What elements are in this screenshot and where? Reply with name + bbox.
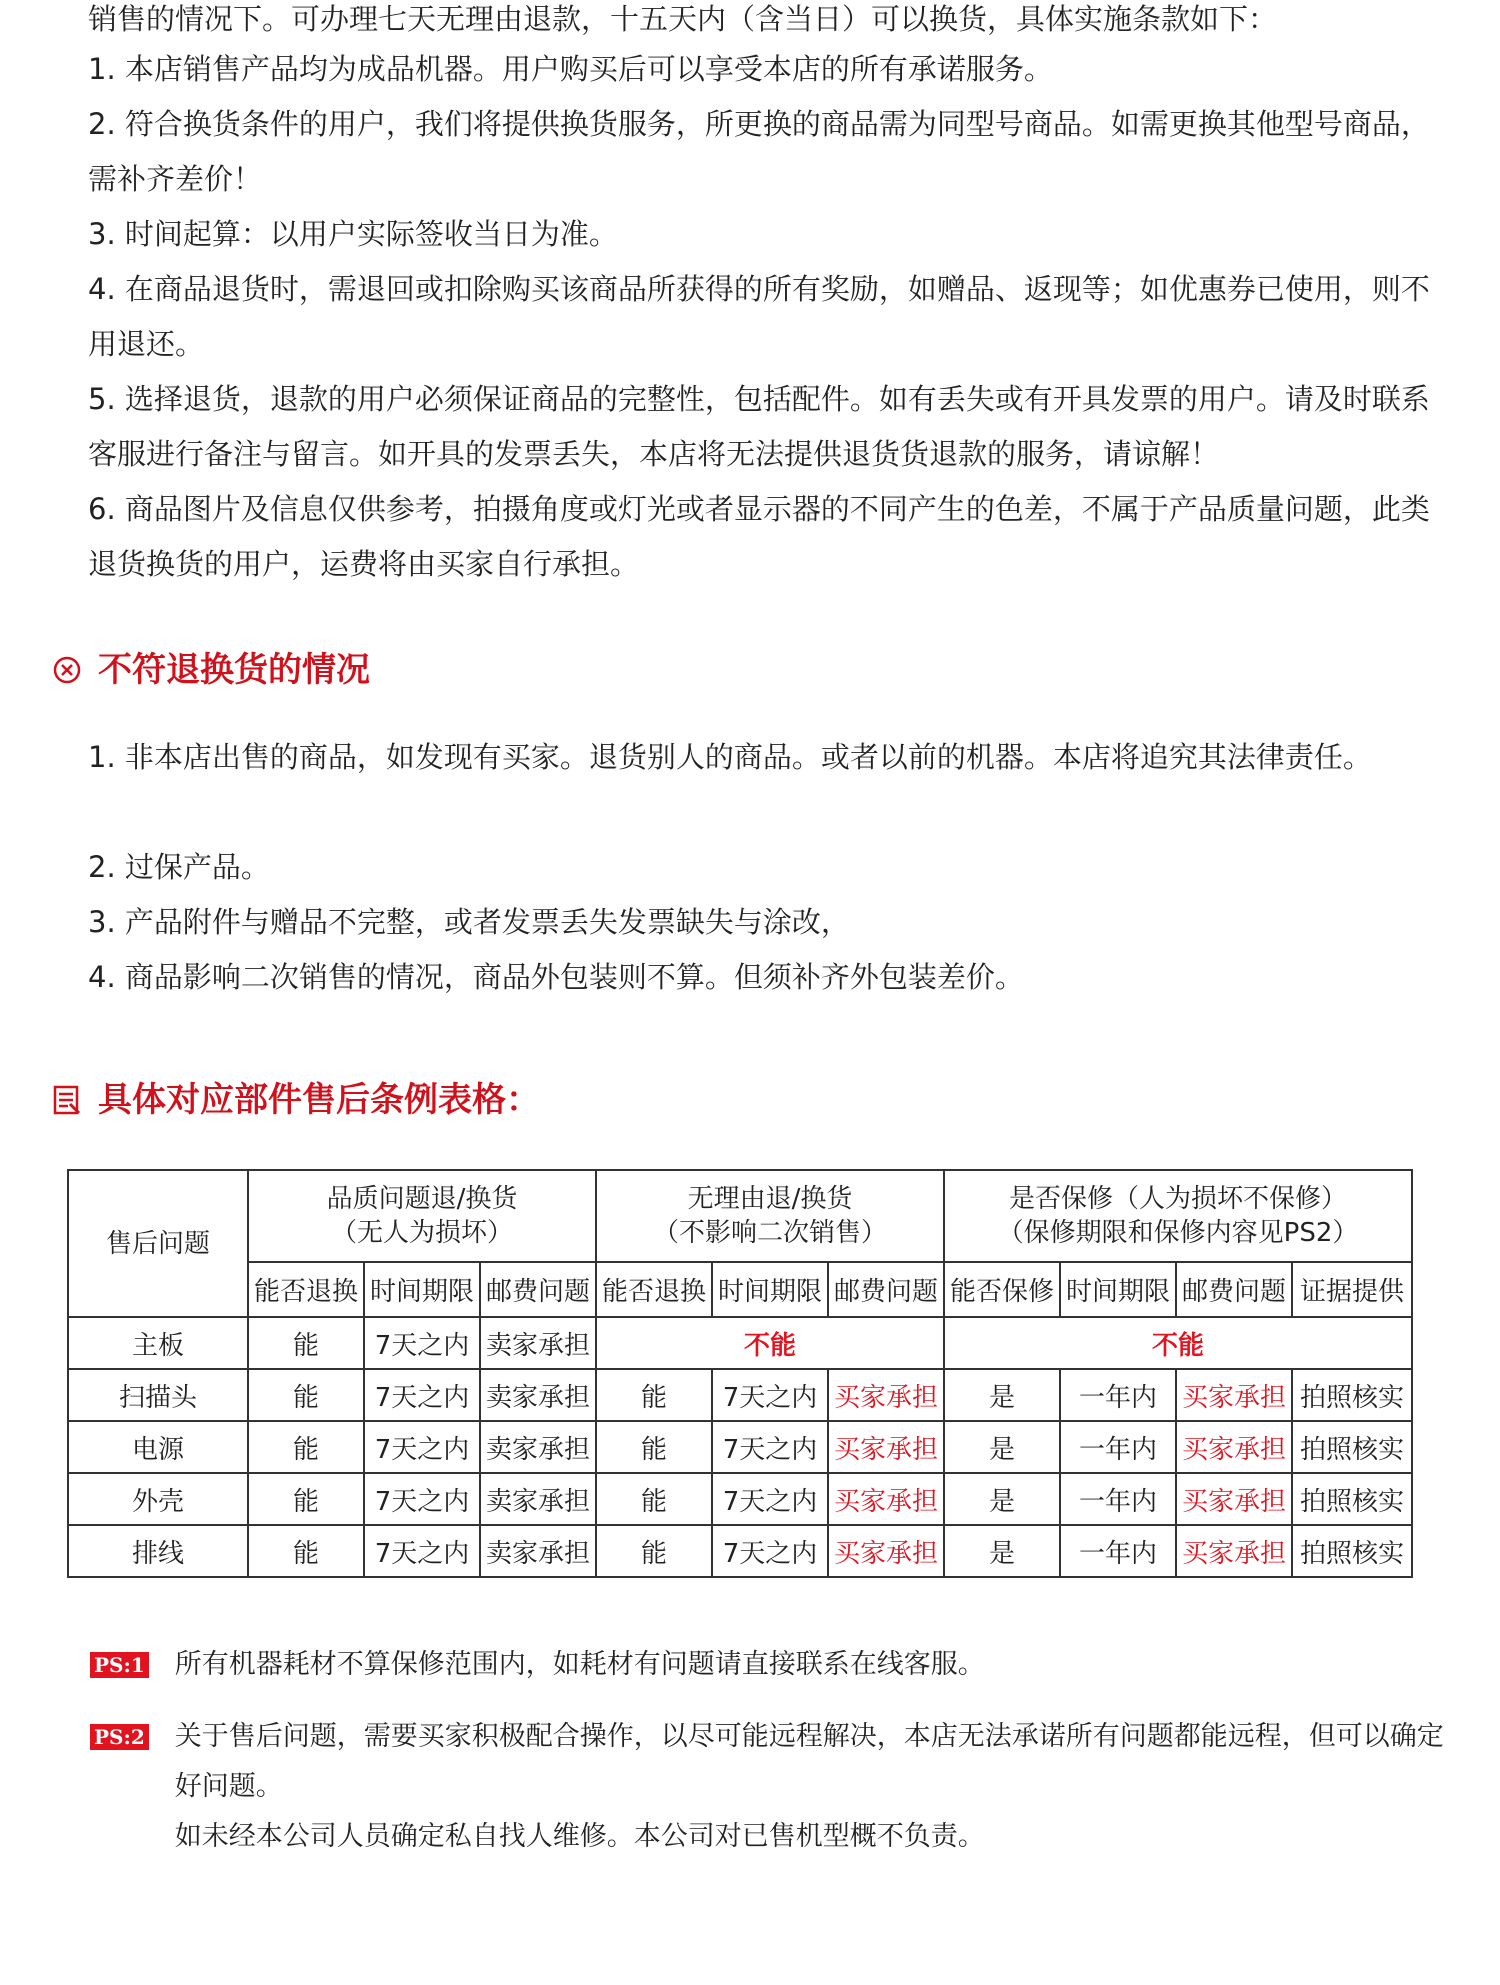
not-eligible-item-1: 1. 非本店出售的商品，如发现有买家。退货别人的商品。或者以前的机器。本店将追究其法律责任。 — [88, 740, 1372, 774]
table-cell: 7天之内 — [364, 1317, 480, 1369]
table-cell: 买家承担 — [828, 1369, 944, 1421]
section-not-eligible-heading — [50, 650, 370, 690]
intro-item-6: 6. 商品图片及信息仅供参考，拍摄角度或灯光或者显示器的不同产生的色差，不属于产品质量问题，此类退货换货的用户，运费将由买家自行承担。 — [88, 492, 1430, 581]
header-after-sales-issue: 售后问题 — [68, 1170, 248, 1317]
table-cell: 一年内 — [1060, 1369, 1176, 1421]
table-cell: 能 — [596, 1421, 712, 1473]
warranty-not-allowed: 不能 — [944, 1317, 1412, 1369]
ps1-badge: PS:1 — [90, 1652, 149, 1678]
table-cell: 能 — [248, 1421, 364, 1473]
table-cell: 能 — [596, 1525, 712, 1577]
table-cell: 能 — [248, 1369, 364, 1421]
table-cell: 买家承担 — [1176, 1525, 1292, 1577]
part-name: 扫描头 — [68, 1369, 248, 1421]
header-group-warranty-line1: 是否保修（人为损坏不保修） — [1009, 1184, 1348, 1214]
subheader-cell: 证据提供 — [1292, 1262, 1412, 1317]
intro-item-2: 2. 符合换货条件的用户，我们将提供换货服务，所更换的商品需为同型号商品。如需更换其他型号商品，需补齐差价！ — [88, 107, 1430, 196]
circle-x-icon — [50, 653, 84, 687]
table-row — [68, 1369, 1412, 1421]
table-row — [68, 1317, 1412, 1369]
table-cell: 卖家承担 — [480, 1421, 596, 1473]
table-cell: 卖家承担 — [480, 1525, 596, 1577]
table-cell: 7天之内 — [364, 1369, 480, 1421]
table-cell: 卖家承担 — [480, 1317, 596, 1369]
subheader-cell: 时间期限 — [1060, 1262, 1176, 1317]
subheader-cell: 能否退换 — [596, 1262, 712, 1317]
table-cell: 7天之内 — [364, 1473, 480, 1525]
table-cell: 7天之内 — [712, 1369, 828, 1421]
intro-line: 销售的情况下。可办理七天无理由退款，十五天内（含当日）可以换货，具体实施条款如下： — [88, 2, 1278, 36]
table-cell: 卖家承担 — [480, 1473, 596, 1525]
ps1-note — [90, 1640, 1445, 1690]
table-cell: 买家承担 — [1176, 1369, 1292, 1421]
table-cell: 能 — [248, 1525, 364, 1577]
ps2-text — [175, 1712, 1445, 1862]
table-cell: 买家承担 — [1176, 1473, 1292, 1525]
table-cell: 是 — [944, 1369, 1060, 1421]
section-not-eligible-title: 不符退换货的情况 — [98, 650, 370, 690]
part-name: 电源 — [68, 1421, 248, 1473]
subheader-cell: 能否退换 — [248, 1262, 364, 1317]
table-doc-icon — [50, 1083, 84, 1117]
header-group-quality-line1: 品质问题退/换货 — [326, 1184, 518, 1214]
part-name: 排线 — [68, 1525, 248, 1577]
table-cell: 7天之内 — [712, 1421, 828, 1473]
part-name: 主板 — [68, 1317, 248, 1369]
table-cell: 拍照核实 — [1292, 1369, 1412, 1421]
table-cell: 卖家承担 — [480, 1369, 596, 1421]
header-group-quality — [248, 1170, 596, 1262]
subheader-cell: 邮费问题 — [480, 1262, 596, 1317]
table-cell: 一年内 — [1060, 1473, 1176, 1525]
table-cell: 7天之内 — [712, 1473, 828, 1525]
table-row — [68, 1421, 1412, 1473]
table-cell: 能 — [596, 1369, 712, 1421]
table-cell: 能 — [596, 1473, 712, 1525]
not-eligible-item-3: 3. 产品附件与赠品不完整，或者发票丢失发票缺失与涂改， — [88, 905, 850, 939]
header-group-warranty-line2: （保修期限和保修内容见PS2） — [997, 1218, 1359, 1248]
intro-item-1: 1. 本店销售产品均为成品机器。用户购买后可以享受本店的所有承诺服务。 — [88, 52, 1053, 86]
table-cell: 买家承担 — [828, 1421, 944, 1473]
table-cell: 是 — [944, 1473, 1060, 1525]
table-cell: 拍照核实 — [1292, 1473, 1412, 1525]
table-cell: 能 — [248, 1317, 364, 1369]
header-group-no-reason — [596, 1170, 944, 1262]
table-cell: 一年内 — [1060, 1421, 1176, 1473]
table-cell: 是 — [944, 1421, 1060, 1473]
part-name: 外壳 — [68, 1473, 248, 1525]
header-group-quality-line2: （无人为损坏） — [331, 1218, 514, 1248]
table-cell: 买家承担 — [828, 1525, 944, 1577]
table-cell: 一年内 — [1060, 1525, 1176, 1577]
intro-item-5: 5. 选择退货，退款的用户必须保证商品的完整性，包括配件。如有丢失或有开具发票的用户。请及时联系客服进行备注与留言。如开具的发票丢失，本店将无法提供退货货退款的服务，请谅解！ — [88, 382, 1430, 471]
section-table-title: 具体对应部件售后条例表格： — [98, 1080, 540, 1120]
table-cell: 7天之内 — [364, 1421, 480, 1473]
ps2-text-main: 关于售后问题，需要买家积极配合操作，以尽可能远程解决，本店无法承诺所有问题都能远程，但可以确定好问题。 — [174, 1721, 1444, 1802]
subheader-cell: 能否保修 — [944, 1262, 1060, 1317]
table-cell: 买家承担 — [828, 1473, 944, 1525]
intro-item-4: 4. 在商品退货时，需退回或扣除购买该商品所获得的所有奖励，如赠品、返现等；如优惠券已使用，则不用退还。 — [88, 272, 1430, 361]
after-sales-table — [67, 1169, 1413, 1578]
ps2-note — [90, 1712, 1445, 1862]
table-cell: 拍照核实 — [1292, 1421, 1412, 1473]
subheader-cell: 邮费问题 — [828, 1262, 944, 1317]
table-cell: 拍照核实 — [1292, 1525, 1412, 1577]
intro-item-3: 3. 时间起算：以用户实际签收当日为准。 — [88, 217, 618, 251]
section-table-heading — [50, 1080, 540, 1120]
ps1-text: 所有机器耗材不算保修范围内，如耗材有问题请直接联系在线客服。 — [174, 1649, 985, 1680]
ps2-badge: PS:2 — [90, 1724, 149, 1750]
table-cell: 买家承担 — [1176, 1421, 1292, 1473]
table-cell: 7天之内 — [364, 1525, 480, 1577]
header-group-warranty — [944, 1170, 1412, 1262]
subheader-cell: 邮费问题 — [1176, 1262, 1292, 1317]
subheader-cell: 时间期限 — [364, 1262, 480, 1317]
header-group-no-reason-line1: 无理由退/换货 — [687, 1184, 853, 1214]
not-eligible-item-2: 2. 过保产品。 — [88, 850, 270, 884]
table-row — [68, 1473, 1412, 1525]
not-eligible-item-4: 4. 商品影响二次销售的情况，商品外包装则不算。但须补齐外包装差价。 — [88, 960, 1024, 994]
table-cell: 能 — [248, 1473, 364, 1525]
header-group-no-reason-line2: （不影响二次销售） — [653, 1218, 888, 1248]
table-cell: 是 — [944, 1525, 1060, 1577]
ps2-text-secondary: 如未经本公司人员确定私自找人维修。本公司对已售机型概不负责。 — [174, 1821, 985, 1852]
subheader-cell: 时间期限 — [712, 1262, 828, 1317]
table-row — [68, 1525, 1412, 1577]
table-cell: 7天之内 — [712, 1525, 828, 1577]
no-reason-not-allowed: 不能 — [596, 1317, 944, 1369]
